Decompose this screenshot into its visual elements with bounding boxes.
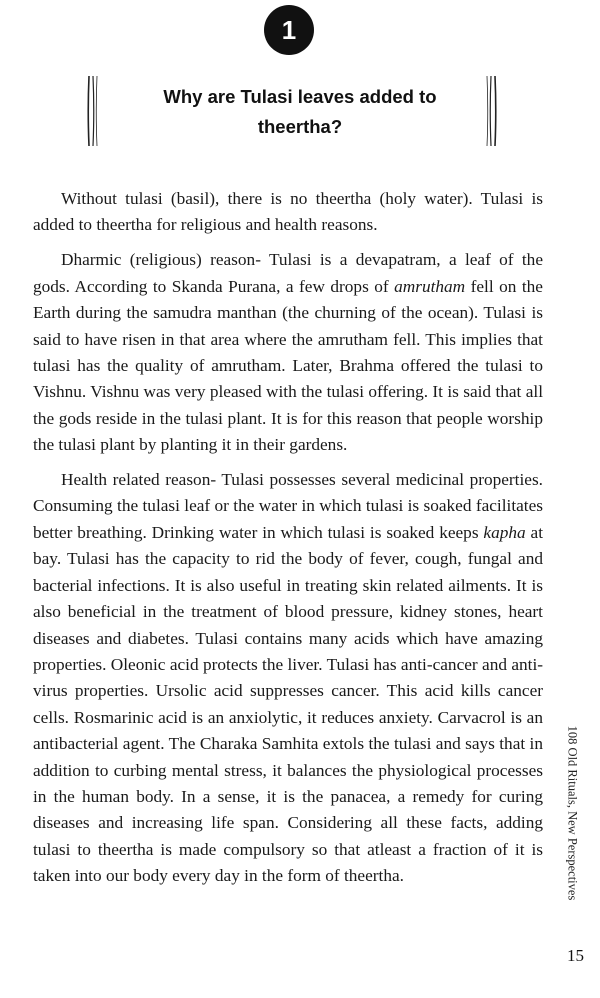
chapter-title: Why are Tulasi leaves added to theertha? — [163, 86, 437, 137]
italic-term: kapha — [483, 522, 526, 542]
text-run: Without tulasi (basil), there is no theertha (holy water). Tulasi is added to theertha for religious and health reasons. — [33, 189, 543, 235]
running-head — [564, 714, 580, 912]
left-title-bracket-ornament — [86, 74, 100, 148]
running-head-text: 108 Old Rituals, New Perspectives — [565, 725, 580, 901]
page-number: 15 — [567, 946, 584, 965]
italic-term: amrutham — [394, 276, 466, 296]
body-paragraph — [33, 186, 543, 239]
text-run: fell on the Earth during the samudra manthan (the churning of the ocean). Tulasi is said to have risen in that area where the amrutham fell. This implies that tulasi has the quality of amrutham. Later, Brahma offered the tulasi to Vishnu. Vishnu was very pleased with the tulasi offering. It is said that all the gods reside in the tulasi plant. It is for this reason that people worship the tulasi plant by planting it in their gardens. — [33, 276, 543, 455]
right-title-bracket-ornament — [484, 74, 498, 148]
body-paragraph — [33, 247, 543, 458]
chapter-number-badge: 1 — [264, 5, 314, 55]
text-run: at bay. Tulasi has the capacity to rid the body of fever, cough, fungal and bacterial infections. It is also useful in treating skin related ailments. It is also beneficial in the treatment of blood pressure, kidney stones, heart diseases and diabetes. Tulasi contains many acids which have amazing properties. Oleonic acid protects the liver. Tulasi has anti-cancer and anti-virus properties. Ursolic acid suppresses cancer. This acid kills cancer cells. Rosmarinic acid is an anxiolytic, it reduces anxiety. Carvacrol is an antibacterial agent. The Charaka Samhita extols the tulasi and says that in addition to curbing mental stress, it balances the physiological processes in the human body. In a sense, it is the panacea, a remedy for curing diseases and increasing life span. Considering all these facts, adding tulasi to theertha is made compulsory so that atleast a fraction of it is taken into our body every day in the form of theertha. — [33, 522, 544, 886]
text-run: Dharmic (religious) reason- Tulasi is a devapatram, a leaf of the gods. According to Skanda Purana, a few drops of — [33, 250, 543, 296]
body-paragraph — [33, 467, 543, 890]
body-text — [33, 186, 543, 890]
text-run: Health related reason- Tulasi possesses several medicinal properties. Consuming the tulasi leaf or the water in which tulasi is soaked facilitates better breathing. Drinking water in which tulasi is soaked keeps — [33, 470, 543, 542]
